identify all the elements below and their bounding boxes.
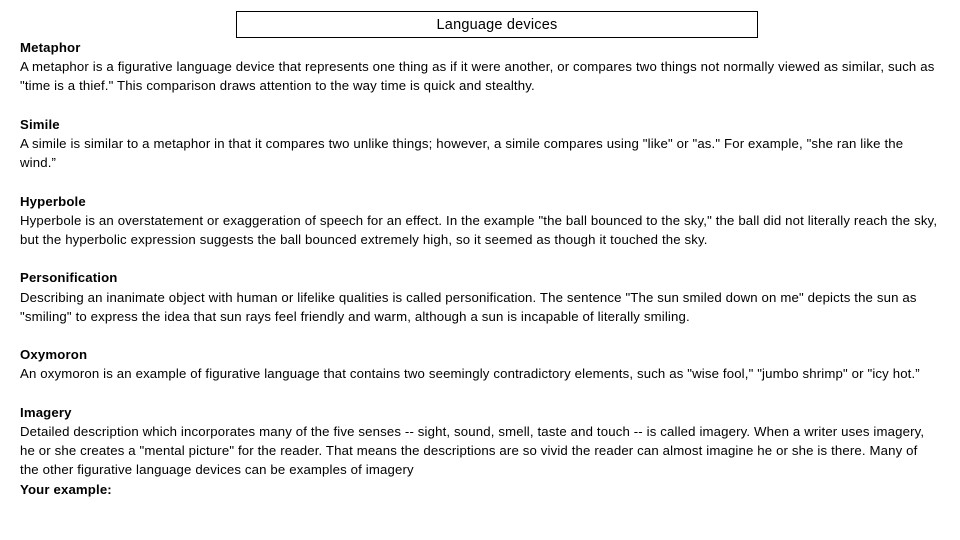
page-title: Language devices xyxy=(436,16,558,33)
term-description: Hyperbole is an overstatement or exaggeration of speech for an effect. In the example "the ball bounced to the sky," the ball did not literally reach the sky, but the hyperbolic expression suggests the ball bounced extremely high, so it seemed as though it touched the sky. xyxy=(20,212,938,247)
term-description: A simile is similar to a metaphor in that it compares two unlike things; however, a simile compares using "like" or "as." For example, "she ran like the wind.” xyxy=(20,136,904,171)
term-description: Detailed description which incorporates many of the five senses -- sight, sound, smell, taste and touch -- is called imagery. When a writer uses imagery, he or she creates a "mental picture" for the reader. That means the descriptions are so vivid the reader can almost imagine he or she is there. Many of the other figurative language devices can be examples of imagery xyxy=(20,423,925,478)
section-personification xyxy=(20,268,940,326)
term-heading: Oxymoron xyxy=(20,347,88,363)
term-heading: Simile xyxy=(20,116,60,132)
term-heading: Imagery xyxy=(20,404,72,420)
section-oxymoron xyxy=(20,345,940,383)
page-title-box xyxy=(236,11,758,38)
section-simile xyxy=(20,115,940,173)
devices-list xyxy=(20,38,940,499)
term-description: A metaphor is a figurative language device that represents one thing as if it were another, or compares two things not normally viewed as similar, such as "time is a thief." This comparison draws attention to the way time is quick and stealthy. xyxy=(20,59,935,94)
section-imagery xyxy=(20,403,940,480)
term-heading: Metaphor xyxy=(20,40,81,55)
your-example-label: Your example: xyxy=(20,481,112,497)
term-description: Describing an inanimate object with human or lifelike qualities is called personification. The sentence "The sun smiled down on me" depicts the sun as "smiling" to express the idea that sun rays feel friendly and warm, although a sun is incapable of literally smiling. xyxy=(20,289,917,324)
term-heading: Hyperbole xyxy=(20,193,86,209)
section-hyperbole xyxy=(20,192,940,250)
term-heading: Personification xyxy=(20,270,118,286)
term-description: An oxymoron is an example of figurative language that contains two seemingly contradictory elements, such as "wise fool," "jumbo shrimp" or "icy hot.” xyxy=(20,366,920,382)
section-metaphor xyxy=(20,38,940,96)
